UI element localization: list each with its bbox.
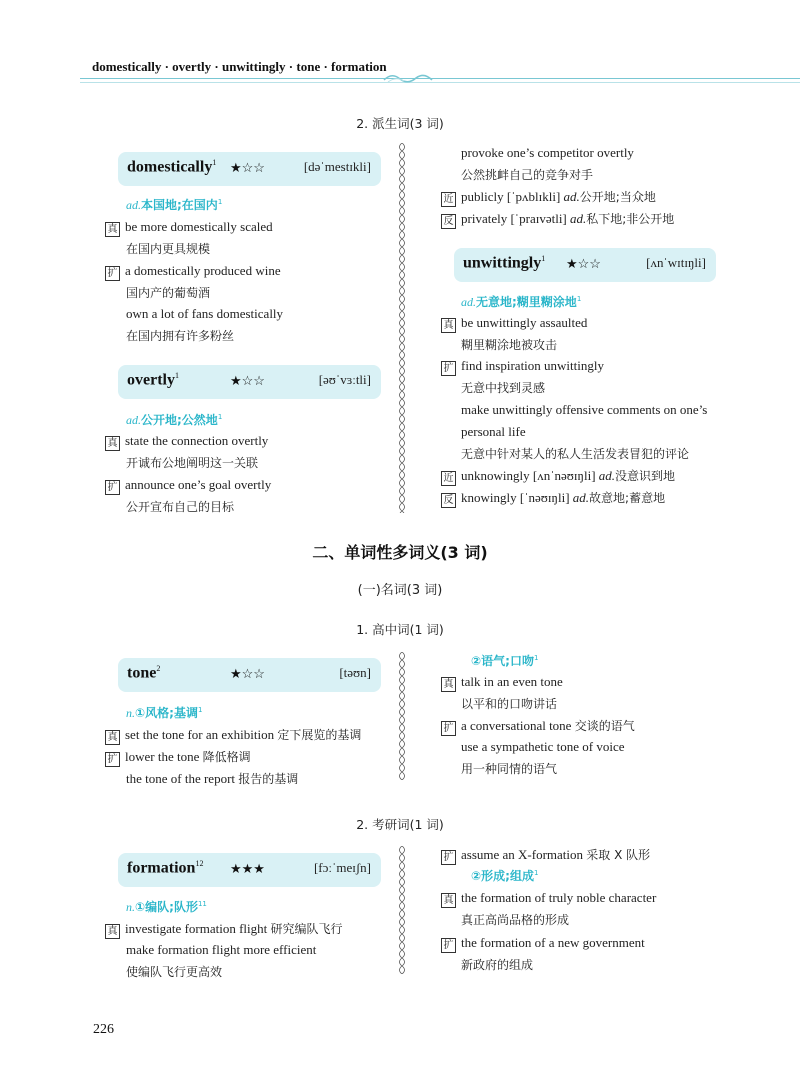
header-ornament-icon [382, 70, 434, 86]
example: provoke one’s competitor overtly [461, 145, 634, 160]
phonetic: [təʊn] [339, 665, 371, 680]
example: 扩 a domestically produced wine [105, 263, 281, 281]
example: 真 be unwittingly assaulted [441, 315, 587, 333]
example-translation: 糊里糊涂地被攻击 [461, 338, 558, 352]
running-header: domestically · overtly · unwittingly · tone · formation [92, 59, 387, 74]
example: 真 the formation of truly noble character [441, 890, 656, 908]
section-nouns: (一)名词(3 词) [357, 583, 443, 598]
frequency-stars: ★☆☆ [230, 160, 265, 175]
header-rule-thin [80, 82, 800, 83]
example-continued: personal life [461, 424, 526, 439]
page-number: 226 [93, 1022, 114, 1037]
word-headword: formation$^{12}$ [127, 859, 204, 877]
antonym: 反 knowingly [ˈnəʊɪŋli] ad.故意地;蓄意地 [441, 489, 665, 508]
synonym: 近 unknowingly [ʌnˈnəʊɪŋli] ad.没意识到地 [441, 467, 675, 486]
example-translation: 使编队飞行更高效 [126, 965, 223, 979]
example: 真 be more domestically scaled [105, 219, 273, 237]
example: 真 set the tone for an exhibition 定下展览的基调 [105, 726, 361, 745]
example-translation: 在国内拥有许多粉丝 [126, 329, 235, 343]
example-translation: 用一种同情的语气 [461, 762, 558, 776]
phonetic: [dəˈmestɪkli] [303, 159, 371, 174]
word-headword: tone$^2$ [127, 664, 161, 682]
example: 扩 a conversational tone 交谈的语气 [441, 717, 635, 736]
example: own a lot of fans domestically [126, 306, 284, 321]
section-postgrad: 2. 考研词(1 词) [356, 817, 444, 832]
example-translation: 无意中针对某人的私人生活发表冒犯的评论 [461, 447, 690, 461]
word-headword: unwittingly$^1$ [463, 254, 546, 272]
phonetic: [fɔːˈmeɪʃn] [313, 860, 371, 875]
section-derived: 2. 派生词(3 词) [356, 116, 444, 131]
frequency-stars: ★☆☆ [230, 666, 265, 681]
column-divider-chain [396, 652, 408, 780]
example: 扩 assume an X-formation 采取 X 队形 [441, 846, 650, 865]
antonym: 反 privately [ˈpraɪvətli] ad.私下地;非公开地 [441, 210, 674, 229]
column-divider-chain [396, 846, 408, 974]
phonetic: [ʌnˈwɪtɪŋli] [646, 255, 706, 270]
section-highschool: 1. 高中词(1 词) [356, 622, 444, 637]
meaning-unwittingly: ad.无意地;糊里糊涂地$^1$ [461, 295, 582, 309]
word-card-tone [118, 658, 381, 692]
header-rule [80, 78, 800, 79]
example-translation: 公然挑衅自己的竞争对手 [461, 168, 594, 182]
example: 扩 the formation of a new government [441, 935, 645, 953]
meaning-tone-1: n.①风格;基调$^1$ [126, 706, 203, 720]
phonetic: [əʊˈvɜːtli] [318, 372, 371, 387]
example: 真 investigate formation flight 研究编队飞行 [105, 920, 343, 939]
example: use a sympathetic tone of voice [461, 739, 625, 754]
example-translation: 真正高尚品格的形成 [461, 913, 570, 927]
meaning-formation-1: n.①编队;队形$^{11}$ [126, 900, 207, 914]
frequency-stars: ★☆☆ [230, 373, 265, 388]
section-polysemy: 二、单词性多词义(3 词) [312, 543, 488, 562]
example-translation: 公开宣布自己的目标 [126, 500, 235, 514]
word-headword: overtly$^1$ [127, 371, 179, 389]
example-translation: 国内产的葡萄酒 [126, 286, 211, 300]
example: 真 state the connection overtly [105, 433, 268, 451]
word-card-unwittingly [454, 248, 716, 282]
meaning-formation-2: ②形成;组成$^1$ [471, 869, 539, 883]
meaning-domestically: ad.本国地;在国内$^1$ [126, 198, 223, 212]
word-headword: domestically$^1$ [127, 158, 217, 176]
example: 真 talk in an even tone [441, 674, 563, 692]
example: the tone of the report 报告的基调 [126, 771, 299, 786]
example: 扩 lower the tone 降低格调 [105, 748, 251, 767]
word-card-domestically [118, 152, 381, 186]
example: 扩 find inspiration unwittingly [441, 358, 604, 376]
example: 扩 announce one’s goal overtly [105, 477, 271, 495]
meaning-overtly: ad.公开地;公然地$^1$ [126, 413, 223, 427]
example: make formation flight more efficient [126, 942, 317, 957]
word-card-formation [118, 853, 381, 887]
example-translation: 开诚布公地阐明这一关联 [126, 456, 259, 470]
frequency-stars: ★☆☆ [566, 256, 601, 271]
example: make unwittingly offensive comments on one’s [461, 402, 708, 417]
synonym: 近 publicly [ˈpʌblɪkli] ad.公开地;当众地 [441, 188, 656, 207]
frequency-stars: ★★★ [230, 861, 265, 876]
example-translation: 在国内更具规模 [126, 242, 211, 256]
example-translation: 以平和的口吻讲话 [461, 697, 558, 711]
word-card-overtly [118, 365, 381, 399]
example-translation: 新政府的组成 [461, 958, 534, 972]
meaning-tone-2: ②语气;口吻$^1$ [471, 654, 539, 668]
column-divider-chain [396, 143, 408, 513]
example-translation: 无意中找到灵感 [461, 381, 546, 395]
